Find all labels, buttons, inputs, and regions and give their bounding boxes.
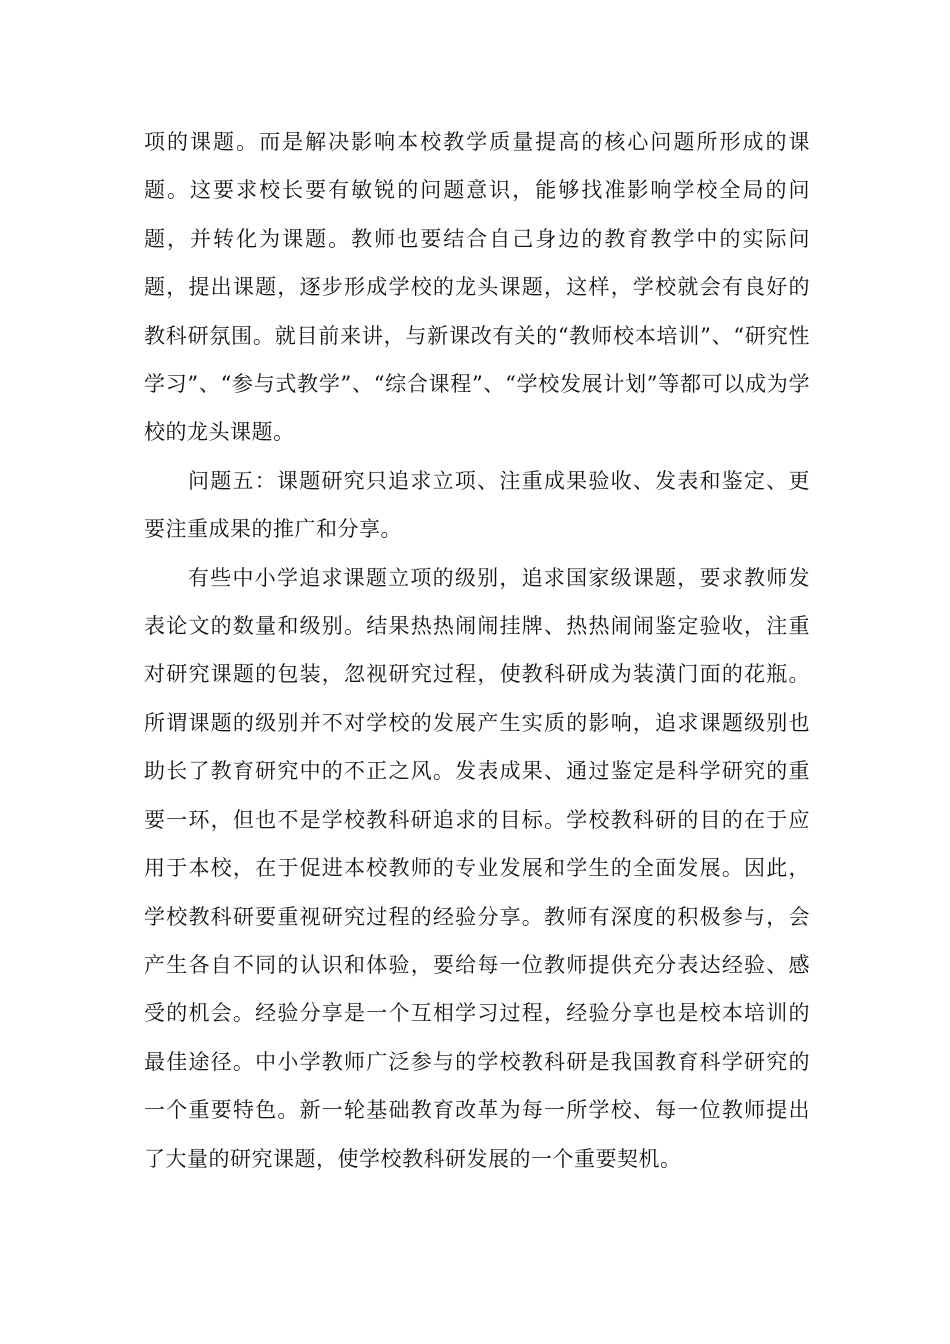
paragraph-issue-five-body: 有些中小学追求课题立项的级别，追求国家级课题，要求教师发表论文的数量和级别。结果热热闹闹挂牌、热热闹闹鉴定验收，注重对研究课题的包装，忽视研究过程，使教科研成为装潢门面的花瓶。所谓课题的级别并不对学校的发展产生实质的影响，追求课题级别也助长了教育研究中的不正之风。发表成果、通过鉴定是科学研究的重要一环，但也不是学校教科研追求的目标。学校教科研的目的在于应用于本校，在于促进本校教师的专业发展和学生的全面发展。因此，学校教科研要重视研究过程的经验分享。教师有深度的积极参与，会产生各自不同的认识和体验，要给每一位教师提供充分表达经验、感受的机会。经验分享是一个互相学习过程，经验分享也是校本培训的最佳途径。中小学教师广泛参与的学校教科研是我国教育科学研究的一个重要特色。新一轮基础教育改革为每一所学校、每一位教师提出了大量的研究课题，使学校教科研发展的一个重要契机。 bbox=[144, 565, 810, 1171]
paragraph-continuation: 项的课题。而是解决影响本校教学质量提高的核心问题所形成的课题。这要求校长要有敏锐的问题意识，能够找准影响学校全局的问题，并转化为课题。教师也要结合自己身边的教育教学中的实际问题，提出课题，逐步形成学校的龙头课题，这样，学校就会有良好的教科研氛围。就目前来讲，与新课改有关的“教师校本培训”、“研究性学习”、“参与式教学”、“综合课程”、“学校发展计划”等都可以成为学校的龙头课题。 bbox=[144, 130, 810, 445]
document-body bbox=[144, 118, 810, 1183]
paragraph-issue-five-heading: 问题五：课题研究只追求立项、注重成果验收、发表和鉴定、更要注重成果的推广和分享。 bbox=[144, 468, 810, 542]
